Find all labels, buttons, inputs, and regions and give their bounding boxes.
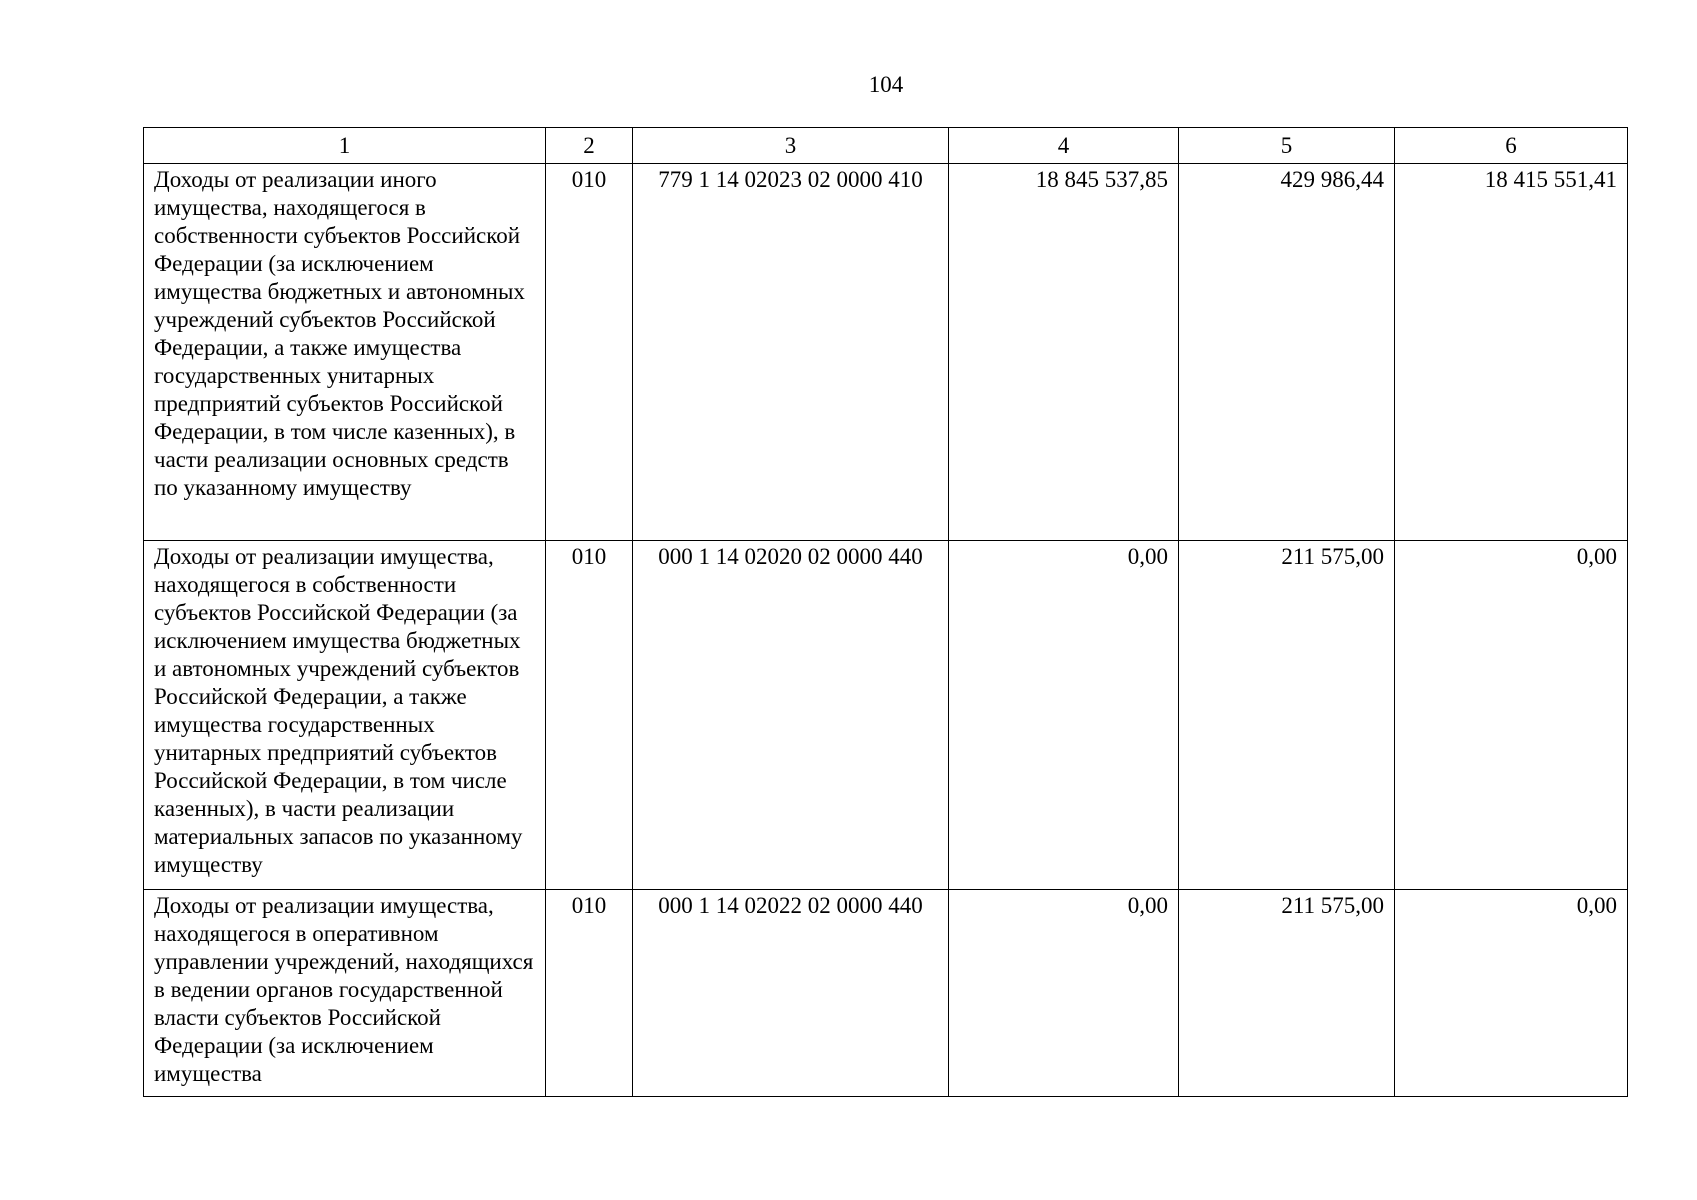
income-code-cell: 779 1 14 02023 02 0000 410 [633, 164, 949, 541]
line-code-cell: 010 [546, 164, 633, 541]
income-name-cell: Доходы от реализации имущества, находящегося в собственности субъектов Российской Федерации (за исключением имущества бюджетных и автономных учреждений субъектов Российской Федерации, а также имущества государственных унитарных предприятий субъектов Российской Федерации, в том числе казенных), в части реализации материальных запасов по указанному имуществу [144, 541, 546, 890]
page-number: 104 [868, 72, 904, 97]
line-code-cell: 010 [546, 890, 633, 1097]
income-report-table [143, 127, 1628, 1097]
value-col6-cell: 0,00 [1395, 890, 1628, 1097]
column-header-2: 2 [546, 128, 633, 164]
value-col6-cell: 18 415 551,41 [1395, 164, 1628, 541]
income-code-cell: 000 1 14 02022 02 0000 440 [633, 890, 949, 1097]
column-header-6: 6 [1395, 128, 1628, 164]
column-number-row [144, 128, 1628, 164]
value-col5-cell: 211 575,00 [1179, 890, 1395, 1097]
table-row [144, 541, 1628, 890]
value-col5-cell: 211 575,00 [1179, 541, 1395, 890]
table-row [144, 164, 1628, 541]
income-code-cell: 000 1 14 02020 02 0000 440 [633, 541, 949, 890]
value-col6-cell: 0,00 [1395, 541, 1628, 890]
income-name-cell: Доходы от реализации иного имущества, находящегося в собственности субъектов Российской Федерации (за исключением имущества бюджетных и автономных учреждений субъектов Российской Федерации, а также имущества государственных унитарных предприятий субъектов Российской Федерации, в том числе казенных), в части реализации основных средств по указанному имуществу [144, 164, 546, 541]
value-col4-cell: 0,00 [949, 890, 1179, 1097]
line-code-cell: 010 [546, 541, 633, 890]
value-col4-cell: 0,00 [949, 541, 1179, 890]
column-header-4: 4 [949, 128, 1179, 164]
column-header-1: 1 [144, 128, 546, 164]
value-col5-cell: 429 986,44 [1179, 164, 1395, 541]
column-header-3: 3 [633, 128, 949, 164]
table-row [144, 890, 1628, 1097]
income-name-cell: Доходы от реализации имущества, находящегося в оперативном управлении учреждений, находящихся в ведении органов государственной власти субъектов Российской Федерации (за исключением имущества [144, 890, 546, 1097]
column-header-5: 5 [1179, 128, 1395, 164]
value-col4-cell: 18 845 537,85 [949, 164, 1179, 541]
